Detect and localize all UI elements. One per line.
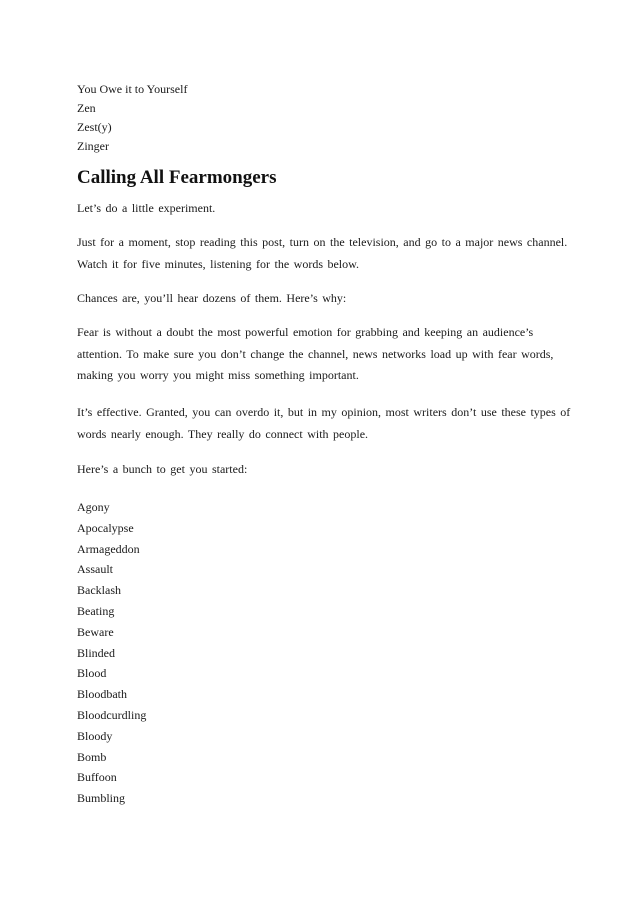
paragraph-effective: It’s effective. Granted, you can overdo it, but in my opinion, most writers don’t use these types of words nearly enough. They really do connect with people.: [77, 405, 571, 441]
list-item: Zen: [77, 101, 96, 115]
list-item: Beating: [77, 603, 115, 618]
list-item: Zest(y): [77, 120, 112, 134]
paragraph-chances: Chances are, you’ll hear dozens of them. Here’s why:: [77, 291, 347, 305]
list-item: Assault: [77, 562, 113, 577]
list-item: Agony: [77, 500, 110, 514]
list-item: Blinded: [77, 645, 115, 660]
paragraph-intro: Let’s do a little experiment.: [77, 201, 216, 215]
list-item: Armageddon: [77, 541, 140, 556]
previous-word-list: [77, 80, 187, 156]
section-heading: Calling All Fearmongers: [77, 167, 277, 188]
paragraph-bunch: Here’s a bunch to get you started:: [77, 462, 248, 476]
paragraph-experiment: Just for a moment, stop reading this post, turn on the television, and go to a major news channel. Watch it for five minutes, listening for the words below.: [77, 235, 568, 271]
list-item: You Owe it to Yourself: [77, 82, 188, 96]
list-item: Bloodbath: [77, 687, 127, 702]
list-item: Beware: [77, 624, 114, 639]
list-item: Bloodcurdling: [77, 707, 147, 722]
list-item: Blood: [77, 666, 107, 681]
list-item: Bomb: [77, 749, 107, 764]
list-item: Zinger: [77, 139, 109, 153]
fear-word-list: [77, 497, 146, 809]
paragraph-fear: Fear is without a doubt the most powerful emotion for grabbing and keeping an audience’s attention. To make sure you don’t change the channel, news networks load up with fear words, making you worry you might miss something important.: [77, 325, 554, 382]
list-item: Backlash: [77, 583, 121, 598]
list-item: Apocalypse: [77, 520, 134, 535]
list-item: Bumbling: [77, 791, 126, 806]
list-item: Buffoon: [77, 770, 117, 785]
list-item: Bloody: [77, 728, 113, 743]
